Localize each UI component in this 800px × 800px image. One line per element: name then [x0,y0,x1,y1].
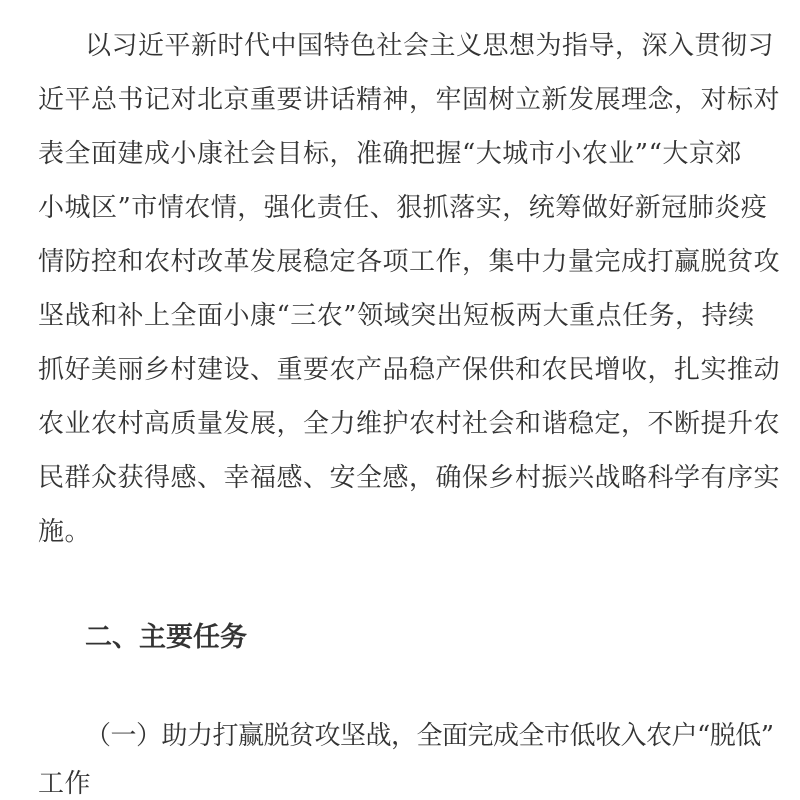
paragraph-line: 抓好美丽乡村建设、重要农产品稳产保供和农民增收，扎实推动 [38,355,781,385]
paragraph-line: 农业农村高质量发展，全力维护农村社会和谐稳定，不断提升农 [38,409,781,439]
paragraph-line: 情防控和农村改革发展稳定各项工作，集中力量完成打赢脱贫攻 [38,247,781,277]
paragraph-line: 近平总书记对北京重要讲话精神，牢固树立新发展理念，对标对 [38,85,781,115]
paragraph-line: 施。 [38,517,92,547]
paragraph-line: 表全面建成小康社会目标，准确把握“大城市小农业”“大京郊 [38,139,742,169]
subsection-heading-line: （一）助力打赢脱贫攻坚战，全面完成全市低收入农户“脱低” [85,721,774,751]
subsection-heading-line: 工作 [38,769,92,799]
paragraph-line: 以习近平新时代中国特色社会主义思想为指导，深入贯彻习 [85,31,775,61]
paragraph-line: 民群众获得感、幸福感、安全感，确保乡村振兴战略科学有序实 [38,463,781,493]
section-heading: 二、主要任务 [85,622,247,653]
paragraph-line: 坚战和补上全面小康“三农”领域突出短板两大重点任务，持续 [38,301,755,331]
paragraph-line: 小城区”市情农情，强化责任、狠抓落实，统筹做好新冠肺炎疫 [38,193,768,223]
